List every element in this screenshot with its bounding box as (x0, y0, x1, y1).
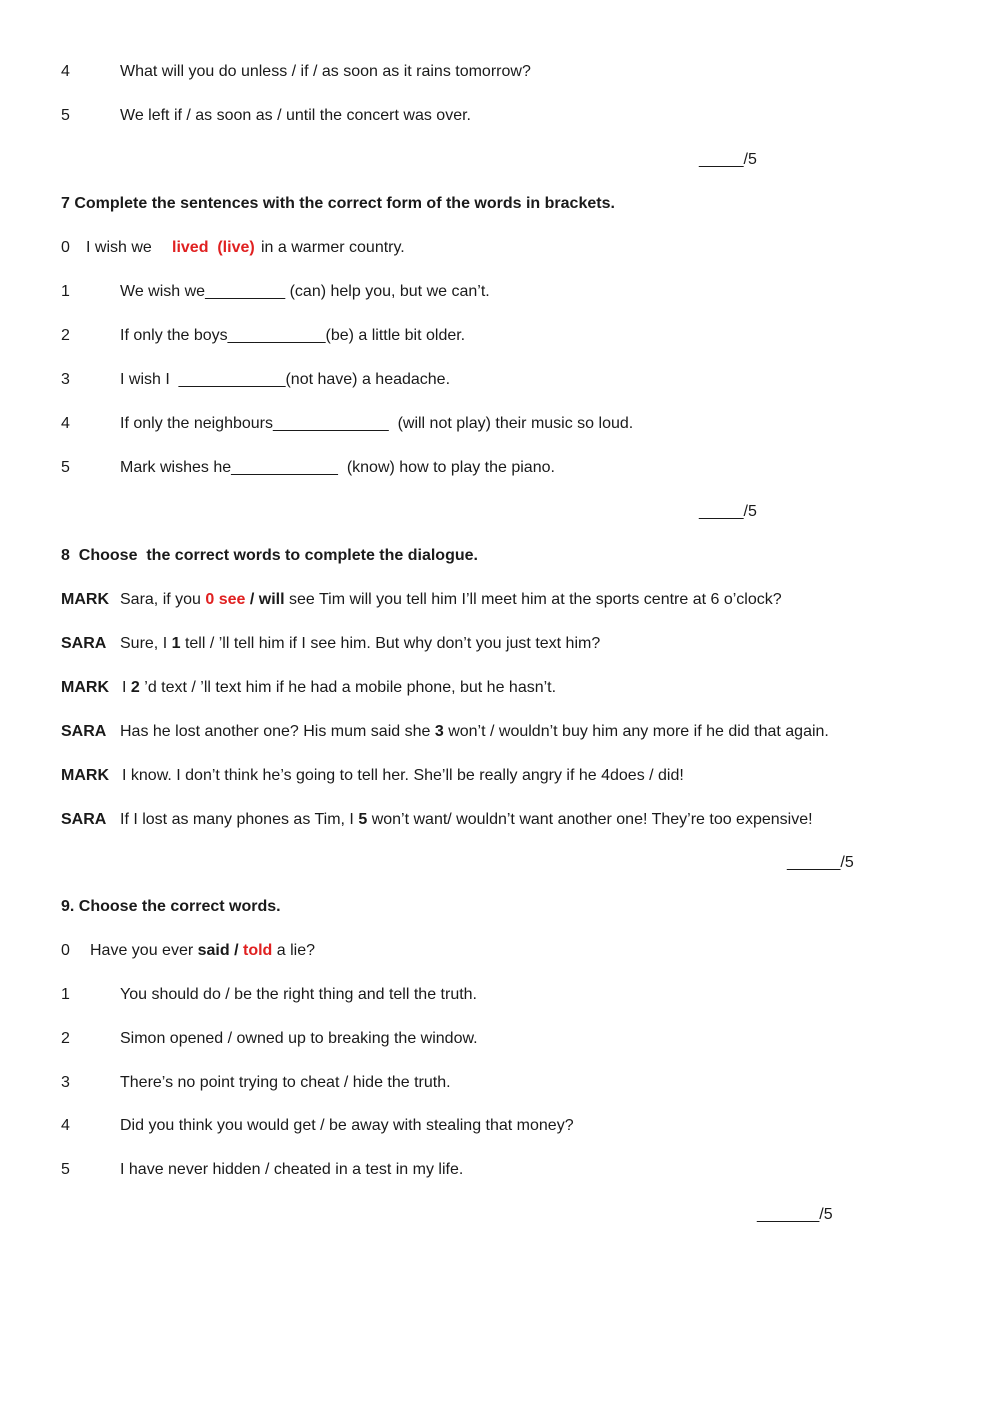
dialogue-text: won’t want/ wouldn’t want another one! They’re too expensive! (371, 811, 813, 828)
example-answer: lived (live) (172, 239, 255, 256)
dialogue-text: tell / ’ll tell him if I see him. But why don’t you just text him? (184, 635, 601, 652)
section-heading: 9. Choose the correct words. (61, 898, 281, 915)
gap-number: 5 (358, 811, 368, 828)
item-text: Mark wishes he____________ (know) how to play the piano. (120, 459, 555, 476)
section-heading: 7 Complete the sentences with the correct form of the words in brackets. (61, 195, 615, 212)
dialogue-text: I know. I don’t think he’s going to tell her. She’ll be really angry if he 4does / did! (122, 767, 684, 784)
gap-number: 2 (130, 679, 140, 696)
item-text: I wish I ____________(not have) a headache. (120, 371, 451, 388)
dialogue-text: ’d text / ’ll text him if he had a mobile phone, but he hasn’t. (144, 679, 557, 696)
gap-number: 3 (434, 723, 444, 740)
score-line: ______/5 (787, 854, 854, 871)
gap-number: 1 (171, 635, 181, 652)
dialogue-text: see Tim will you tell him I’ll meet him at the sports centre at 6 o’clock? (289, 591, 782, 608)
item-number: 5 (61, 1161, 70, 1178)
dialogue-text: Sure, I (120, 635, 168, 652)
example-prefix: Have you ever (90, 942, 194, 959)
item-number: 4 (61, 415, 70, 432)
score-line: _____/5 (699, 151, 757, 168)
item-number: 2 (61, 1030, 70, 1047)
speaker-name: SARA (61, 635, 107, 652)
speaker-name: SARA (61, 811, 107, 828)
example-suffix: a lie? (276, 942, 316, 959)
item-number: 5 (61, 459, 70, 476)
score-line: _____/5 (699, 503, 757, 520)
item-text: Simon opened / owned up to breaking the window. (120, 1030, 478, 1047)
section-heading: 8 Choose the correct words to complete the dialogue. (61, 547, 478, 564)
score-line: _______/5 (757, 1206, 833, 1223)
choice-text: said / (197, 942, 239, 959)
item-number: 3 (61, 371, 70, 388)
speaker-name: MARK (61, 767, 109, 784)
dialogue-text: I (122, 679, 127, 696)
item-text: We wish we_________ (can) help you, but we can’t. (120, 283, 490, 300)
item-text: What will you do unless / if / as soon as it rains tomorrow? (120, 63, 531, 80)
item-number: 0 (61, 942, 70, 959)
speaker-name: MARK (61, 679, 109, 696)
speaker-name: MARK (61, 591, 109, 608)
dialogue-text: Sara, if you (120, 591, 201, 608)
dialogue-text: Has he lost another one? His mum said she (120, 723, 431, 740)
choice-text: / will (249, 591, 285, 608)
example-prefix: I wish we (86, 239, 152, 256)
example-answer: told (242, 942, 273, 959)
item-text: I have never hidden / cheated in a test in my life. (120, 1161, 464, 1178)
item-text: You should do / be the right thing and tell the truth. (120, 986, 477, 1003)
dialogue-text: won’t / wouldn’t buy him any more if he did that again. (448, 723, 829, 740)
dialogue-text: If I lost as many phones as Tim, I (120, 811, 354, 828)
item-text: If only the boys___________(be) a little bit older. (120, 327, 466, 344)
item-number: 5 (61, 107, 70, 124)
item-text: We left if / as soon as / until the concert was over. (120, 107, 471, 124)
speaker-name: SARA (61, 723, 107, 740)
example-suffix: in a warmer country. (261, 239, 405, 256)
item-number: 0 (61, 239, 70, 256)
item-number: 4 (61, 1117, 70, 1134)
item-text: Did you think you would get / be away with stealing that money? (120, 1117, 574, 1134)
item-number: 2 (61, 327, 70, 344)
item-number: 1 (61, 283, 70, 300)
example-answer: 0 see (205, 591, 246, 608)
item-number: 1 (61, 986, 70, 1003)
item-number: 3 (61, 1074, 70, 1091)
item-text: If only the neighbours_____________ (will not play) their music so loud. (120, 415, 634, 432)
item-number: 4 (61, 63, 70, 80)
item-text: There’s no point trying to cheat / hide the truth. (120, 1074, 451, 1091)
